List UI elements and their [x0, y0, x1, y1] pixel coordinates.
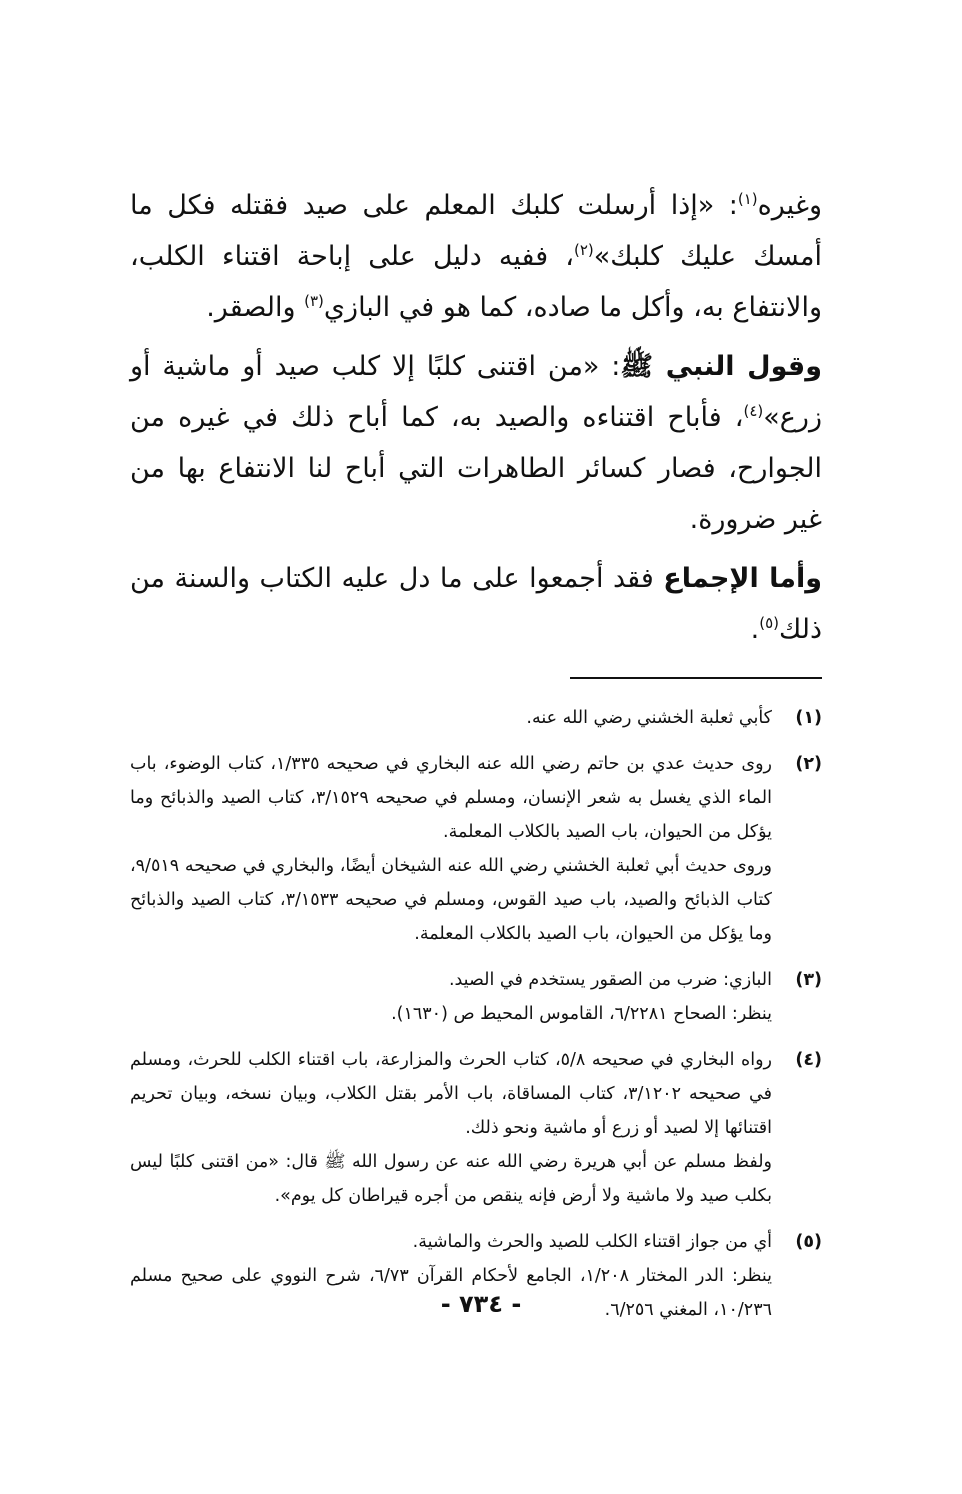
footnote-line: وروى حديث أبي ثعلبة الخشني رضي الله عنه الشيخان أيضًا، والبخاري في صحيحه ٩/٥١٩، كتاب الذبائح والصيد، باب صيد القوس، ومسلم في صحيحه ٣/١٥٣٣، كتاب الصيد والذبائح وما يؤكل من الحيوان، باب الصيد بالكلاب المعلمة. — [130, 856, 772, 944]
p1-text-d: والصقر. — [206, 292, 305, 323]
footnote-2 — [130, 747, 822, 951]
footnote-line: ينظر: الصحاح ٦/٢٢٨١، القاموس المحيط ص (١٦٣٠). — [391, 1004, 772, 1024]
footnote-3 — [130, 963, 822, 1031]
footnote-1 — [130, 701, 822, 735]
footnote-line: البازي: ضرب من الصقور يستخدم في الصيد. — [448, 970, 772, 990]
footnote-ref-5: (٥) — [759, 614, 779, 632]
footnote-line: كأبي ثعلبة الخشني رضي الله عنه. — [526, 708, 772, 728]
main-text — [130, 180, 822, 655]
footnote-ref-1: (١) — [737, 190, 758, 208]
footnote-number: (٤) — [795, 1050, 822, 1070]
footnote-line: رواه البخاري في صحيحه ٥/٨، كتاب الحرث والمزارعة، باب اقتناء الكلب للحرث، ومسلم في صحيحه ٣/١٢٠٢، كتاب المساقاة، باب الأمر بقتل الكلاب، وبيان نسخه، وبيان تحريم اقتنائها إلا لصيد أو زرع أو ماشية ونحو ذلك. — [130, 1050, 772, 1138]
footnote-number: (٣) — [795, 970, 822, 990]
footnote-body — [130, 701, 772, 735]
footnote-ref-4: (٤) — [743, 402, 764, 420]
p3-text-a: فقد أجمعوا على ما دل عليه الكتاب والسنة من ذلك — [130, 563, 822, 645]
footnote-line: ولفظ مسلم عن أبي هريرة رضي الله عنه عن رسول الله ﷺ قال: «من اقتنى كلبًا ليس بكلب صيد ولا ماشية ولا أرض فإنه ينقص من أجره قيراطان كل يوم». — [130, 1152, 772, 1206]
paragraph-1 — [130, 180, 822, 333]
footnotes — [130, 701, 822, 1327]
p2-text-a: : «من اقتنى كلبًا إلا كلب صيد أو ماشية أو زرع» — [130, 351, 822, 433]
p1-text-a: وغيره — [757, 190, 822, 221]
footnote-body — [130, 747, 772, 951]
footnote-body — [130, 963, 772, 1031]
p3-lead: وأما الإجماع — [663, 563, 823, 594]
footnote-number: (١) — [795, 708, 822, 728]
p3-text-b: . — [750, 614, 760, 645]
page-content — [130, 180, 822, 1339]
p1-text-c: ، ففيه دليل على إباحة اقتناء الكلب، والانتفاع به، وأكل ما صاده، كما هو في البازي — [130, 241, 822, 323]
footnote-number: (٢) — [795, 754, 822, 774]
footnote-line: ينظر: الدر المختار ١/٢٠٨، الجامع لأحكام القرآن ٦/٧٣، شرح النووي على صحيح مسلم ١٠/٢٣٦، المغني ٦/٢٥٦. — [130, 1266, 772, 1320]
p2-text-b: ، فأباح اقتناءه والصيد به، كما أباح ذلك في غيره من الجوارح، فصار كسائر الطاهرات التي أباح لنا الانتفاع بها من غير ضرورة. — [130, 402, 822, 535]
p1-text-b: : «إذا أرسلت كلبك المعلم على صيد فقتله فكل ما أمسك عليك كلبك» — [130, 190, 822, 272]
paragraph-2 — [130, 341, 822, 545]
footnote-number: (٥) — [795, 1232, 822, 1252]
footnote-body — [130, 1043, 772, 1213]
footnote-4 — [130, 1043, 822, 1213]
paragraph-3 — [130, 553, 822, 655]
footnote-ref-3: (٣) — [304, 292, 324, 310]
page-number: - ٧٣٤ - — [440, 1290, 522, 1318]
footnote-line: روى حديث عدي بن حاتم رضي الله عنه البخاري في صحيحه ١/٣٣٥، كتاب الوضوء، باب الماء الذي يغسل به شعر الإنسان، ومسلم في صحيحه ٣/١٥٢٩، كتاب الصيد والذبائح وما يؤكل من الحيوان، باب الصيد بالكلاب المعلمة. — [130, 754, 772, 842]
footnote-separator — [570, 677, 822, 679]
p2-lead: وقول النبي ﷺ — [620, 351, 822, 382]
footnote-ref-2: (٢) — [573, 241, 594, 259]
footnote-line: أي من جواز اقتناء الكلب للصيد والحرث والماشية. — [412, 1232, 772, 1252]
